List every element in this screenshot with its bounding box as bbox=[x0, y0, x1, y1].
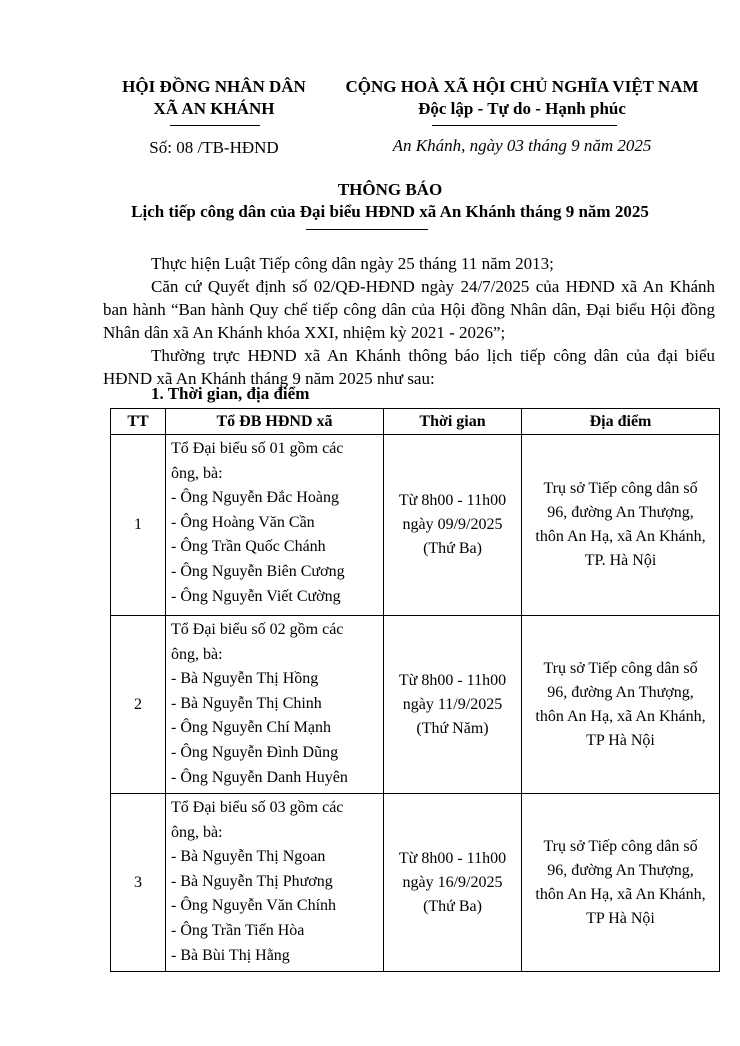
row-number: 2 bbox=[111, 616, 166, 794]
time-line: ngày 11/9/2025 bbox=[402, 695, 503, 713]
member-line: - Ông Nguyễn Đắc Hoàng bbox=[171, 489, 339, 507]
member-line: ông, bà: bbox=[171, 464, 223, 482]
paragraph: Thực hiện Luật Tiếp công dân ngày 25 tháng 11 năm 2013; bbox=[151, 254, 554, 273]
table-row bbox=[111, 794, 720, 972]
member-line: - Ông Nguyễn Biên Cương bbox=[171, 562, 345, 580]
member-line: Tổ Đại biểu số 03 gồm các bbox=[171, 799, 344, 816]
time-line: Từ 8h00 - 11h00 bbox=[398, 671, 507, 689]
section-heading: 1. Thời gian, địa điểm bbox=[151, 384, 310, 403]
member-line: - Ông Trần Tiến Hòa bbox=[171, 921, 305, 939]
time-cell bbox=[384, 794, 522, 972]
org-name-line2: XÃ AN KHÁNH bbox=[153, 99, 275, 118]
national-header bbox=[332, 76, 712, 120]
table-row bbox=[111, 435, 720, 616]
column-header-tt: TT bbox=[111, 409, 166, 435]
place-line: TP Hà Nội bbox=[586, 909, 655, 927]
member-line: - Ông Hoàng Văn Cần bbox=[171, 513, 315, 531]
place-line: Trụ sở Tiếp công dân số bbox=[543, 837, 698, 855]
member-line: ông, bà: bbox=[171, 645, 223, 663]
member-line: - Bà Nguyễn Thị Hồng bbox=[171, 670, 319, 688]
time-line: Từ 8h00 - 11h00 bbox=[398, 849, 507, 867]
time-cell bbox=[384, 435, 522, 616]
row-number: 1 bbox=[111, 435, 166, 616]
paragraph: Căn cứ Quyết định số 02/QĐ-HĐND ngày 24/7/2025 của HĐND xã An Khánh ban hành “Ban hành Quy chế tiếp công dân của Hội đồng Nhân dân, Đại biểu Hội đồng Nhân dân xã An Khánh khóa XXI, nhiệm kỳ 2021 - 2026”; bbox=[103, 277, 715, 342]
member-line: - Ông Trần Quốc Chánh bbox=[171, 538, 326, 556]
org-underline bbox=[170, 125, 260, 126]
member-line: Tổ Đại biểu số 01 gồm các bbox=[171, 440, 344, 457]
table-row bbox=[111, 616, 720, 794]
row-number: 3 bbox=[111, 794, 166, 972]
time-line: (Thứ Ba) bbox=[423, 540, 482, 557]
time-line: ngày 16/9/2025 bbox=[402, 873, 503, 891]
place-line: Trụ sở Tiếp công dân số bbox=[543, 659, 698, 677]
schedule-table bbox=[110, 408, 720, 972]
place-and-date: An Khánh, ngày 03 tháng 9 năm 2025 bbox=[392, 136, 652, 155]
time-line: ngày 09/9/2025 bbox=[402, 516, 503, 533]
member-line: - Ông Nguyễn Đình Dũng bbox=[171, 743, 339, 761]
issuing-body bbox=[105, 76, 323, 120]
time-line: (Thứ Ba) bbox=[423, 897, 482, 915]
table-header-row bbox=[111, 409, 720, 435]
member-line: - Bà Nguyễn Thị Chinh bbox=[171, 694, 322, 712]
time-line: (Thứ Năm) bbox=[416, 719, 489, 737]
place-line: thôn An Hạ, xã An Khánh, bbox=[535, 707, 706, 725]
title-underline bbox=[306, 229, 428, 230]
member-line: - Ông Nguyễn Danh Huyên bbox=[171, 768, 348, 786]
place-line: 96, đường An Thượng, bbox=[547, 683, 694, 701]
member-line: - Bà Bùi Thị Hằng bbox=[171, 946, 290, 964]
place-cell bbox=[522, 435, 720, 616]
place-line: 96, đường An Thượng, bbox=[547, 861, 694, 879]
place-line: 96, đường An Thượng, bbox=[547, 504, 694, 521]
member-line: Tổ Đại biểu số 02 gồm các bbox=[171, 621, 344, 638]
nation-name: CỘNG HOÀ XÃ HỘI CHỦ NGHĨA VIỆT NAM bbox=[345, 77, 699, 96]
column-header-group: Tổ ĐB HĐND xã bbox=[166, 409, 384, 435]
member-line: - Ông Nguyễn Chí Mạnh bbox=[171, 719, 331, 737]
document-title: THÔNG BÁO bbox=[337, 180, 443, 199]
place-cell bbox=[522, 616, 720, 794]
member-list bbox=[166, 435, 384, 616]
paragraph: Thường trực HĐND xã An Khánh thông báo lịch tiếp công dân của đại biểu HĐND xã An Khánh tháng 9 năm 2025 như sau: bbox=[103, 346, 715, 388]
member-line: - Ông Nguyễn Văn Chính bbox=[171, 897, 337, 915]
time-cell bbox=[384, 616, 522, 794]
member-line: - Ông Nguyễn Viết Cường bbox=[171, 587, 341, 605]
place-line: TP. Hà Nội bbox=[584, 552, 657, 569]
member-line: - Bà Nguyễn Thị Ngoan bbox=[171, 848, 326, 866]
member-line: - Bà Nguyễn Thị Phương bbox=[171, 872, 333, 890]
org-name-line1: HỘI ĐỒNG NHÂN DÂN bbox=[122, 77, 306, 96]
member-line: ông, bà: bbox=[171, 823, 223, 841]
document-number: Số: 08 /TB-HĐND bbox=[149, 138, 279, 157]
motto-underline bbox=[432, 125, 617, 126]
place-line: TP Hà Nội bbox=[586, 731, 655, 749]
place-line: thôn An Hạ, xã An Khánh, bbox=[535, 885, 706, 903]
document-body bbox=[103, 252, 715, 390]
place-line: thôn An Hạ, xã An Khánh, bbox=[535, 528, 706, 545]
member-list bbox=[166, 794, 384, 972]
member-list bbox=[166, 616, 384, 794]
column-header-time: Thời gian bbox=[384, 409, 522, 435]
nation-motto: Độc lập - Tự do - Hạnh phúc bbox=[418, 99, 626, 118]
column-header-place: Địa điểm bbox=[522, 409, 720, 435]
place-cell bbox=[522, 794, 720, 972]
place-line: Trụ sở Tiếp công dân số bbox=[543, 480, 698, 497]
document-subtitle: Lịch tiếp công dân của Đại biểu HĐND xã An Khánh tháng 9 năm 2025 bbox=[131, 202, 649, 221]
time-line: Từ 8h00 - 11h00 bbox=[398, 492, 507, 509]
